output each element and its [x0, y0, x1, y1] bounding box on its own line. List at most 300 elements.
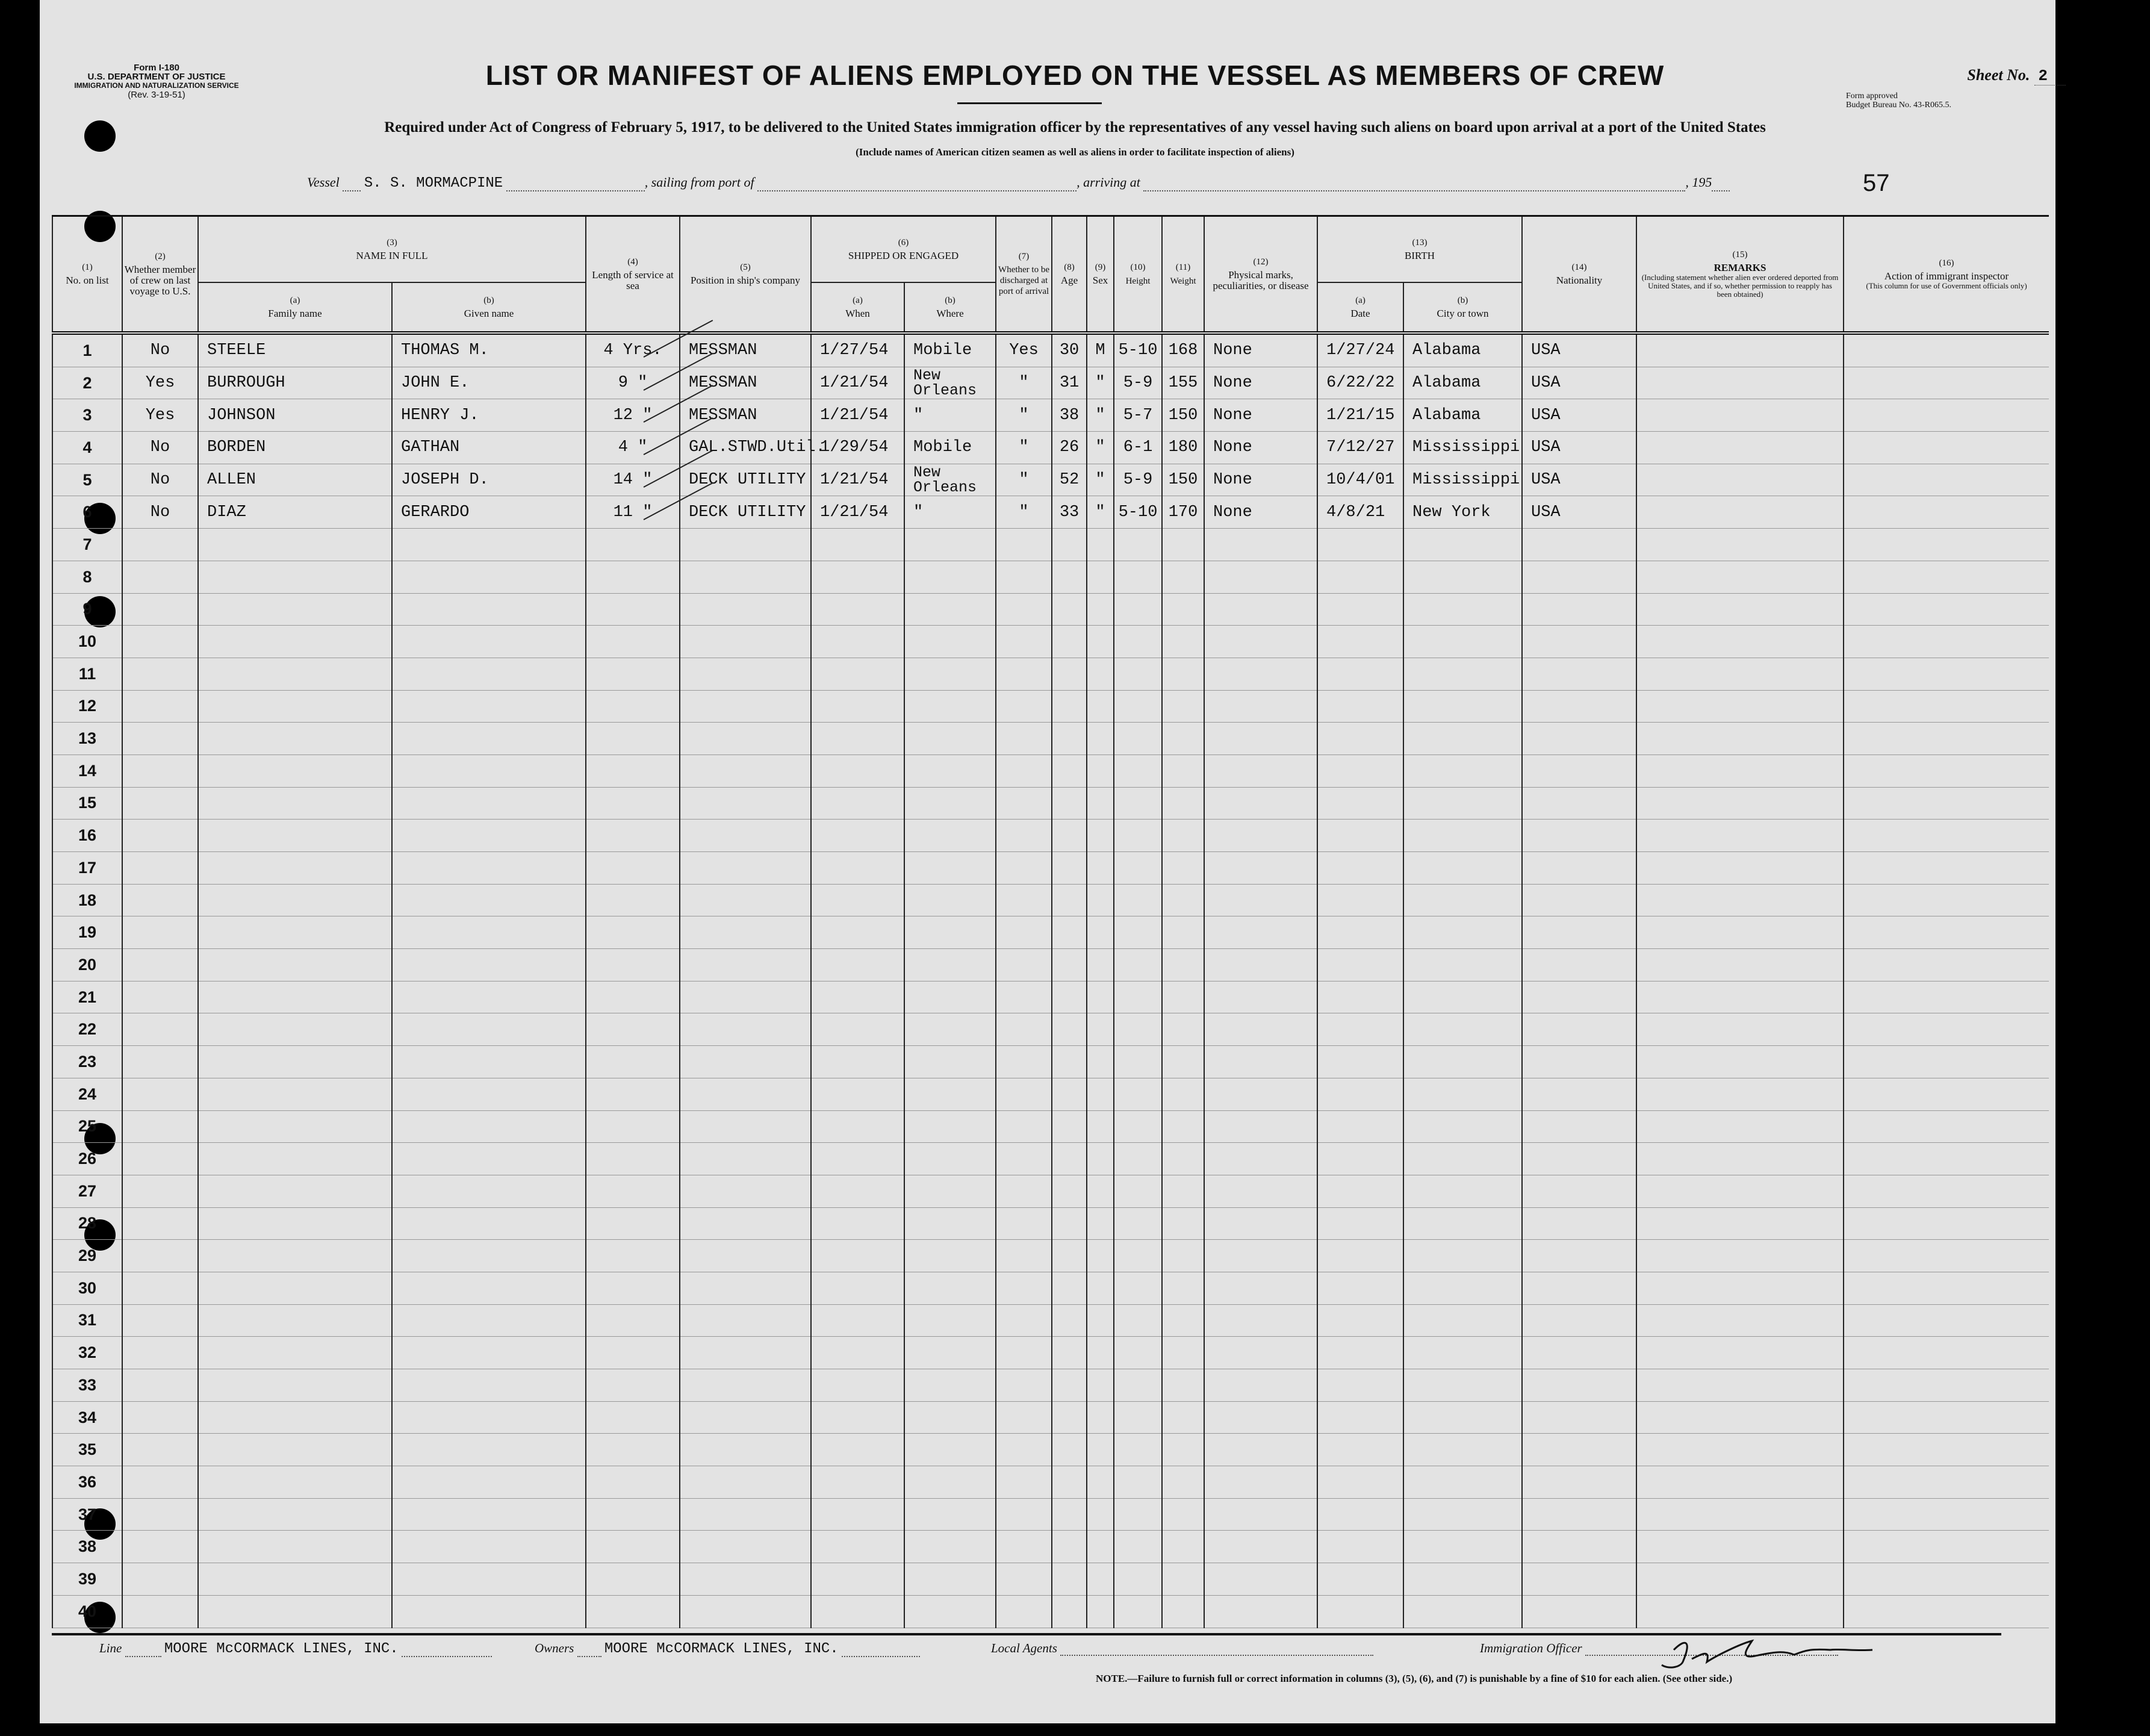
officer-label: Immigration Officer: [1480, 1641, 1582, 1655]
table-row: [52, 1110, 2049, 1143]
empty-cell: [680, 690, 811, 723]
empty-cell: [1114, 1595, 1162, 1628]
empty-cell: [586, 1434, 680, 1466]
empty-cell: [1162, 787, 1204, 820]
empty-cell: [1087, 1046, 1114, 1078]
empty-cell: [392, 1498, 586, 1531]
empty-cell: [1317, 884, 1403, 916]
row-number: 12: [52, 690, 122, 723]
empty-cell: [1844, 658, 2049, 690]
service-length-cell: 9 ": [586, 367, 680, 399]
weight-cell: 150: [1162, 399, 1204, 432]
empty-cell: [811, 529, 904, 561]
empty-cell: [996, 1272, 1052, 1304]
age-cell: 52: [1052, 464, 1087, 496]
empty-cell: [1317, 787, 1403, 820]
empty-cell: [1162, 820, 1204, 852]
empty-cell: [904, 658, 996, 690]
empty-cell: [1204, 1466, 1317, 1499]
empty-cell: [1087, 1304, 1114, 1337]
empty-cell: [1403, 593, 1522, 626]
empty-cell: [811, 626, 904, 658]
empty-cell: [122, 1595, 198, 1628]
empty-cell: [1114, 593, 1162, 626]
physical-marks-cell: None: [1204, 333, 1317, 367]
empty-cell: [680, 1498, 811, 1531]
empty-cell: [1317, 981, 1403, 1013]
empty-cell: [904, 1466, 996, 1499]
row-number: 39: [52, 1563, 122, 1596]
empty-cell: [1636, 1531, 1844, 1563]
empty-cell: [996, 754, 1052, 787]
empty-cell: [680, 1240, 811, 1272]
empty-cell: [1087, 690, 1114, 723]
row-number: 3: [52, 399, 122, 432]
empty-cell: [1162, 1337, 1204, 1369]
birth-city-cell: Mississippi: [1403, 432, 1522, 464]
remarks-cell: [1636, 432, 1844, 464]
empty-cell: [1636, 1369, 1844, 1402]
empty-cell: [1162, 1369, 1204, 1402]
empty-cell: [811, 1401, 904, 1434]
empty-cell: [1114, 723, 1162, 755]
empty-cell: [1844, 1207, 2049, 1240]
empty-cell: [1087, 1078, 1114, 1110]
empty-cell: [1403, 1110, 1522, 1143]
empty-cell: [122, 1046, 198, 1078]
empty-cell: [586, 1369, 680, 1402]
empty-cell: [1522, 1240, 1636, 1272]
table-row: [52, 1078, 2049, 1110]
empty-cell: [586, 1304, 680, 1337]
empty-cell: [392, 754, 586, 787]
empty-cell: [1522, 1110, 1636, 1143]
table-row: [52, 1498, 2049, 1531]
empty-cell: [1162, 658, 1204, 690]
empty-cell: [1114, 1337, 1162, 1369]
empty-cell: [1317, 1466, 1403, 1499]
empty-cell: [198, 754, 392, 787]
col-header-inspector: (16) Action of immigrant inspector (This column for use of Government officials only): [1844, 216, 2049, 334]
row-number: 27: [52, 1175, 122, 1207]
empty-cell: [198, 1272, 392, 1304]
empty-cell: [1204, 1207, 1317, 1240]
empty-cell: [1636, 754, 1844, 787]
empty-cell: [1114, 1046, 1162, 1078]
empty-cell: [1204, 1369, 1317, 1402]
empty-cell: [586, 1175, 680, 1207]
empty-cell: [680, 626, 811, 658]
table-row: [52, 1401, 2049, 1434]
empty-cell: [904, 981, 996, 1013]
row-number: 24: [52, 1078, 122, 1110]
empty-cell: [1162, 981, 1204, 1013]
table-row: [52, 432, 2049, 464]
empty-cell: [1403, 1369, 1522, 1402]
empty-cell: [1636, 787, 1844, 820]
col-header-remarks: (15) REMARKS (Including statement whether alien ever ordered deported from United States, and if so, whether permission to reapply has been obtained): [1636, 216, 1844, 334]
row-number: 37: [52, 1498, 122, 1531]
empty-cell: [1162, 1175, 1204, 1207]
owners-label: Owners: [535, 1641, 574, 1655]
empty-cell: [1162, 1563, 1204, 1596]
empty-cell: [122, 1078, 198, 1110]
table-row: [52, 820, 2049, 852]
empty-cell: [122, 561, 198, 593]
empty-cell: [122, 1563, 198, 1596]
empty-cell: [1204, 754, 1317, 787]
empty-cell: [1162, 690, 1204, 723]
empty-cell: [1636, 626, 1844, 658]
birth-date-cell: 7/12/27: [1317, 432, 1403, 464]
empty-cell: [1317, 1434, 1403, 1466]
empty-cell: [198, 916, 392, 949]
sex-cell: ": [1087, 496, 1114, 529]
empty-cell: [811, 1434, 904, 1466]
empty-cell: [1522, 1013, 1636, 1046]
remarks-cell: [1636, 333, 1844, 367]
empty-cell: [392, 1401, 586, 1434]
row-number: 1: [52, 333, 122, 367]
empty-cell: [586, 658, 680, 690]
empty-cell: [1052, 690, 1087, 723]
empty-cell: [1087, 1434, 1114, 1466]
empty-cell: [1636, 690, 1844, 723]
empty-cell: [1162, 1595, 1204, 1628]
row-number: 29: [52, 1240, 122, 1272]
empty-cell: [1317, 626, 1403, 658]
empty-cell: [1522, 1337, 1636, 1369]
table-row: [52, 1143, 2049, 1175]
empty-cell: [1087, 852, 1114, 885]
empty-cell: [996, 1110, 1052, 1143]
empty-cell: [1403, 1078, 1522, 1110]
empty-cell: [1114, 1304, 1162, 1337]
empty-cell: [1317, 1595, 1403, 1628]
table-row: [52, 949, 2049, 982]
empty-cell: [1844, 949, 2049, 982]
vessel-label: Vessel: [307, 175, 340, 190]
empty-cell: [122, 820, 198, 852]
empty-cell: [904, 1498, 996, 1531]
empty-cell: [680, 1013, 811, 1046]
empty-cell: [198, 884, 392, 916]
empty-cell: [1844, 1272, 2049, 1304]
empty-cell: [1317, 1078, 1403, 1110]
revision-date: (Rev. 3-19-51): [128, 90, 185, 100]
empty-cell: [680, 1466, 811, 1499]
empty-cell: [1403, 626, 1522, 658]
empty-cell: [198, 1401, 392, 1434]
empty-cell: [1087, 658, 1114, 690]
table-row: [52, 333, 2049, 367]
position-cell: GAL.STWD.Util.: [680, 432, 811, 464]
birth-date-cell: 4/8/21: [1317, 496, 1403, 529]
empty-cell: [996, 1175, 1052, 1207]
row-number: 2: [52, 367, 122, 399]
empty-cell: [392, 820, 586, 852]
sheet-value: 2: [2034, 67, 2066, 86]
empty-cell: [996, 1595, 1052, 1628]
empty-cell: [1522, 1046, 1636, 1078]
empty-cell: [1636, 820, 1844, 852]
empty-cell: [1114, 690, 1162, 723]
height-cell: 5-7: [1114, 399, 1162, 432]
col-header-number: (1) No. on list: [52, 216, 122, 334]
empty-cell: [392, 1531, 586, 1563]
physical-marks-cell: None: [1204, 399, 1317, 432]
empty-cell: [586, 1337, 680, 1369]
empty-cell: [392, 1175, 586, 1207]
empty-cell: [996, 820, 1052, 852]
empty-cell: [392, 1595, 586, 1628]
empty-cell: [904, 1175, 996, 1207]
empty-cell: [392, 1110, 586, 1143]
empty-cell: [1317, 1240, 1403, 1272]
empty-cell: [1403, 1240, 1522, 1272]
birth-date-cell: 1/21/15: [1317, 399, 1403, 432]
empty-cell: [904, 561, 996, 593]
empty-cell: [1162, 1434, 1204, 1466]
empty-cell: [392, 1078, 586, 1110]
service-name: IMMIGRATION AND NATURALIZATION SERVICE: [74, 81, 239, 90]
empty-cell: [1844, 787, 2049, 820]
empty-cell: [1052, 1046, 1087, 1078]
empty-cell: [1052, 754, 1087, 787]
empty-cell: [904, 852, 996, 885]
empty-cell: [1087, 723, 1114, 755]
empty-cell: [996, 723, 1052, 755]
empty-cell: [996, 1369, 1052, 1402]
empty-cell: [1052, 561, 1087, 593]
empty-cell: [1844, 1240, 2049, 1272]
empty-cell: [198, 981, 392, 1013]
empty-cell: [586, 1272, 680, 1304]
empty-cell: [1317, 1369, 1403, 1402]
empty-cell: [198, 1078, 392, 1110]
empty-cell: [1522, 787, 1636, 820]
empty-cell: [122, 884, 198, 916]
empty-cell: [1114, 529, 1162, 561]
empty-cell: [392, 1207, 586, 1240]
empty-cell: [680, 754, 811, 787]
sex-cell: ": [1087, 432, 1114, 464]
inspector-cell: [1844, 432, 2049, 464]
empty-cell: [1522, 690, 1636, 723]
shipped-when-cell: 1/29/54: [811, 432, 904, 464]
physical-marks-cell: None: [1204, 496, 1317, 529]
empty-cell: [1114, 1175, 1162, 1207]
empty-cell: [1052, 1207, 1087, 1240]
birth-date-cell: 6/22/22: [1317, 367, 1403, 399]
empty-cell: [1403, 884, 1522, 916]
empty-cell: [904, 1046, 996, 1078]
empty-cell: [586, 1531, 680, 1563]
row-number: 19: [52, 916, 122, 949]
col-header-age: (8) Age: [1052, 216, 1087, 334]
empty-cell: [1087, 1143, 1114, 1175]
empty-cell: [1204, 852, 1317, 885]
weight-cell: 150: [1162, 464, 1204, 496]
empty-cell: [680, 723, 811, 755]
empty-cell: [392, 949, 586, 982]
age-cell: 31: [1052, 367, 1087, 399]
empty-cell: [122, 593, 198, 626]
empty-cell: [1114, 1078, 1162, 1110]
empty-cell: [1087, 1369, 1114, 1402]
empty-cell: [1403, 1563, 1522, 1596]
table-row: [52, 464, 2049, 496]
empty-cell: [996, 1304, 1052, 1337]
row-number: 6: [52, 496, 122, 529]
row-number: 31: [52, 1304, 122, 1337]
empty-cell: [1844, 1013, 2049, 1046]
row-number: 7: [52, 529, 122, 561]
empty-cell: [1204, 1143, 1317, 1175]
empty-cell: [586, 690, 680, 723]
height-cell: 5-10: [1114, 496, 1162, 529]
empty-cell: [1114, 1531, 1162, 1563]
service-length-cell: 4 Yrs.: [586, 333, 680, 367]
discharged-cell: ": [996, 496, 1052, 529]
position-cell: MESSMAN: [680, 333, 811, 367]
empty-cell: [1114, 626, 1162, 658]
discharged-cell: ": [996, 464, 1052, 496]
empty-cell: [1636, 1110, 1844, 1143]
empty-cell: [904, 1240, 996, 1272]
empty-cell: [586, 1110, 680, 1143]
empty-cell: [1403, 1207, 1522, 1240]
birth-city-cell: Alabama: [1403, 367, 1522, 399]
empty-cell: [122, 787, 198, 820]
empty-cell: [1636, 658, 1844, 690]
empty-cell: [392, 916, 586, 949]
empty-cell: [1844, 1401, 2049, 1434]
empty-cell: [1052, 1175, 1087, 1207]
empty-cell: [586, 852, 680, 885]
row-number: 21: [52, 981, 122, 1013]
empty-cell: [392, 787, 586, 820]
empty-cell: [1403, 1531, 1522, 1563]
empty-cell: [586, 1401, 680, 1434]
empty-cell: [1636, 1466, 1844, 1499]
empty-cell: [1114, 754, 1162, 787]
empty-cell: [1636, 1595, 1844, 1628]
empty-cell: [1204, 723, 1317, 755]
empty-cell: [1162, 529, 1204, 561]
empty-cell: [586, 1207, 680, 1240]
empty-cell: [996, 852, 1052, 885]
empty-cell: [811, 949, 904, 982]
empty-cell: [1636, 852, 1844, 885]
empty-cell: [1522, 1272, 1636, 1304]
empty-cell: [996, 690, 1052, 723]
empty-cell: [904, 884, 996, 916]
empty-cell: [1522, 1078, 1636, 1110]
row-number: 23: [52, 1046, 122, 1078]
empty-cell: [1204, 1013, 1317, 1046]
empty-cell: [680, 1531, 811, 1563]
table-row: [52, 1466, 2049, 1499]
empty-cell: [1844, 754, 2049, 787]
empty-cell: [1087, 1531, 1114, 1563]
empty-cell: [904, 1143, 996, 1175]
shipped-where-value: New Orleans: [913, 464, 977, 497]
empty-cell: [996, 561, 1052, 593]
page-number: 57: [1863, 170, 1890, 196]
empty-cell: [904, 1110, 996, 1143]
empty-cell: [1844, 1434, 2049, 1466]
table-row: [52, 496, 2049, 529]
empty-cell: [811, 820, 904, 852]
empty-cell: [904, 787, 996, 820]
empty-cell: [1522, 754, 1636, 787]
empty-cell: [392, 884, 586, 916]
empty-cell: [1636, 593, 1844, 626]
empty-cell: [1403, 529, 1522, 561]
row-number: 5: [52, 464, 122, 496]
col-header-where: (b) Where: [904, 282, 996, 333]
empty-cell: [1162, 1046, 1204, 1078]
empty-cell: [1636, 1337, 1844, 1369]
empty-cell: [1052, 1369, 1087, 1402]
empty-cell: [1522, 723, 1636, 755]
empty-cell: [1403, 949, 1522, 982]
empty-cell: [586, 1078, 680, 1110]
empty-cell: [198, 1143, 392, 1175]
inspector-cell: [1844, 496, 2049, 529]
empty-cell: [1114, 1401, 1162, 1434]
empty-cell: [1087, 529, 1114, 561]
empty-cell: [904, 1272, 996, 1304]
empty-cell: [996, 529, 1052, 561]
empty-cell: [996, 1434, 1052, 1466]
empty-cell: [198, 1013, 392, 1046]
empty-cell: [392, 1240, 586, 1272]
empty-cell: [392, 852, 586, 885]
empty-cell: [996, 916, 1052, 949]
shipped-where-cell: ": [904, 496, 996, 529]
empty-cell: [1317, 1401, 1403, 1434]
weight-cell: 180: [1162, 432, 1204, 464]
empty-cell: [392, 1563, 586, 1596]
empty-cell: [1087, 593, 1114, 626]
empty-cell: [1087, 787, 1114, 820]
age-cell: 33: [1052, 496, 1087, 529]
table-row: [52, 367, 2049, 399]
empty-cell: [1403, 690, 1522, 723]
age-cell: 38: [1052, 399, 1087, 432]
empty-cell: [1204, 529, 1317, 561]
row-number: 18: [52, 884, 122, 916]
empty-cell: [904, 690, 996, 723]
empty-cell: [1317, 1531, 1403, 1563]
empty-cell: [1052, 593, 1087, 626]
empty-cell: [1522, 593, 1636, 626]
empty-cell: [1317, 1207, 1403, 1240]
empty-cell: [198, 626, 392, 658]
empty-cell: [904, 1563, 996, 1596]
empty-cell: [811, 1143, 904, 1175]
col-header-name: (3) NAME IN FULL: [198, 216, 586, 283]
empty-cell: [811, 852, 904, 885]
col-header-height: (10) Height: [1114, 216, 1162, 334]
empty-cell: [1204, 1337, 1317, 1369]
col-header-when: (a) When: [811, 282, 904, 333]
given-name-cell: GATHAN: [392, 432, 586, 464]
empty-cell: [811, 1110, 904, 1143]
empty-cell: [586, 561, 680, 593]
